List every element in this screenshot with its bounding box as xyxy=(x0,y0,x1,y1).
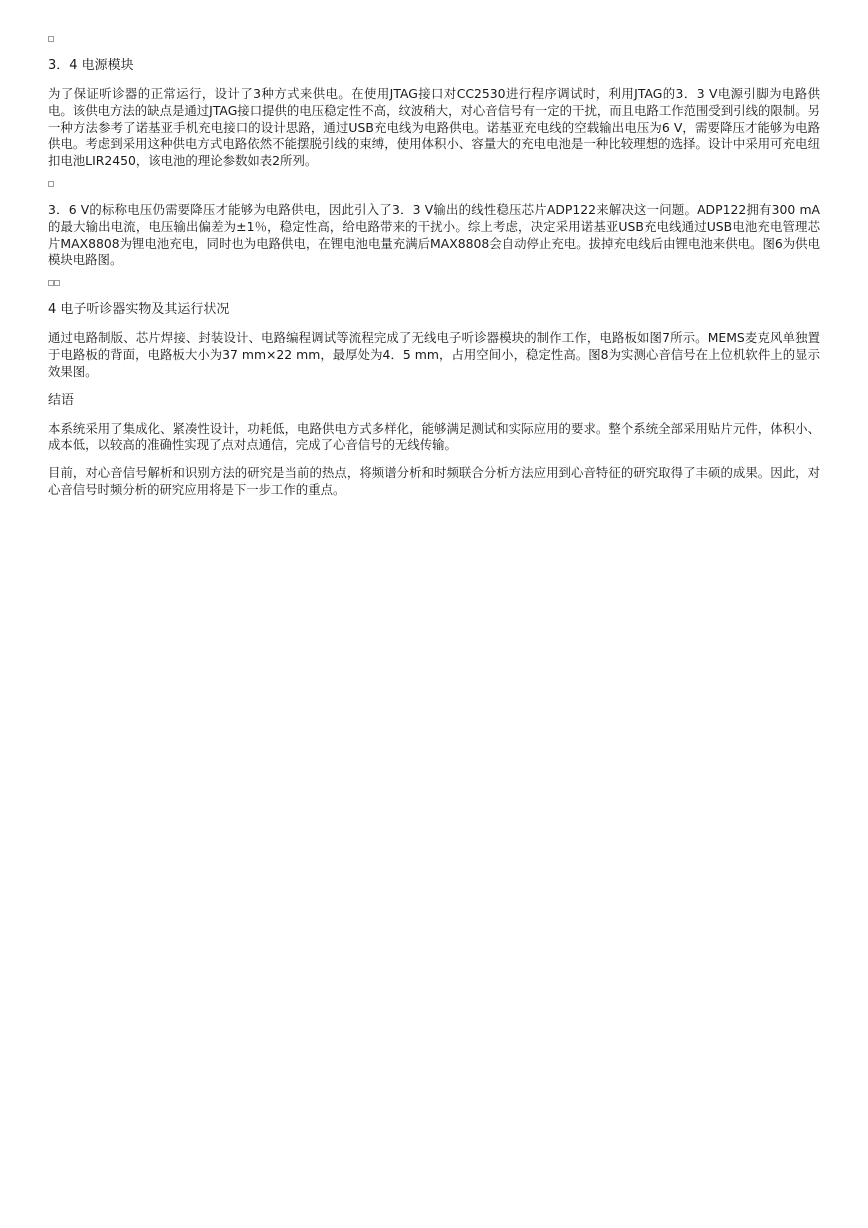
section-heading-stethoscope-prototype: 4 电子听诊器实物及其运行状况 xyxy=(48,302,230,318)
section-heading-conclusion: 结语 xyxy=(48,392,75,408)
broken-image-icon xyxy=(48,280,820,289)
paragraph-future-work: 目前，对心音信号解析和识别方法的研究是当前的热点，将频谱分析和时频联合分析方法应用到心音特征的研究取得了丰硕的成果。因此，对心音信号时频分析的研究应用将是下一步工作的重点。 xyxy=(48,465,820,497)
paragraph-regulator-adp122: 3．6 V的标称电压仍需要降压才能够为电路供电，因此引入了3．3 V输出的线性稳压芯片ADP122来解决这一问题。ADP122拥有300 mA的最大输出电流，电压输出偏差为±1％，稳定性高，给电路带来的干扰小。综上考虑，决定采用诺基亚USB充电线通过USB电池充电管理芯片MAX8808为锂电池充电，同时也为电路供电，在锂电池电量充满后MAX8808会自动停止充电。拔掉充电线后由锂电池来供电。图6为供电模块电路图。 xyxy=(48,201,820,268)
paragraph-power-supply-methods: 为了保证听诊器的正常运行，设计了3种方式来供电。在使用JTAG接口对CC2530进行程序调试时，利用JTAG的3．3 V电源引脚为电路供电。该供电方法的缺点是通过JTAG接口提供的电压稳定性不高，纹波稍大，对心音信号有一定的干扰，而且电路工作范围受到引线的限制。另一种方法参考了诺基亚手机充电接口的设计思路，通过USB充电线为电路供电。诺基亚充电线的空载输出电压为6 V，需要降压才能够为电路供电。考虑到采用这种供电方式电路依然不能摆脱引线的束缚，使用体积小、容量大的充电电池是一种比较理想的选择。设计中采用可充电纽扣电池LIR2450，该电池的理论参数如表2所列。 xyxy=(48,86,820,169)
paragraph-conclusion-summary: 本系统采用了集成化、紧凑性设计，功耗低，电路供电方式多样化，能够满足测试和实际应用的要求。整个系统全部采用贴片元件，体积小、成本低，以较高的准确性实现了点对点通信，完成了心音信号的无线传输。 xyxy=(48,420,820,453)
broken-image-icon xyxy=(48,36,820,45)
document-body xyxy=(48,36,820,510)
section-heading-power-module: 3．4 电源模块 xyxy=(48,58,134,73)
paragraph-prototype-description: 通过电路制版、芯片焊接、封装设计、电路编程调试等流程完成了无线电子听诊器模块的制作工作，电路板如图7所示。MEMS麦克风单独置于电路板的背面，电路板大小为37 mm×22 mm，最厚处为4．5 mm，占用空间小，稳定性高。图8为实测心音信号在上位机软件上的显示效果图。 xyxy=(48,330,820,379)
broken-image-icon xyxy=(48,181,820,190)
